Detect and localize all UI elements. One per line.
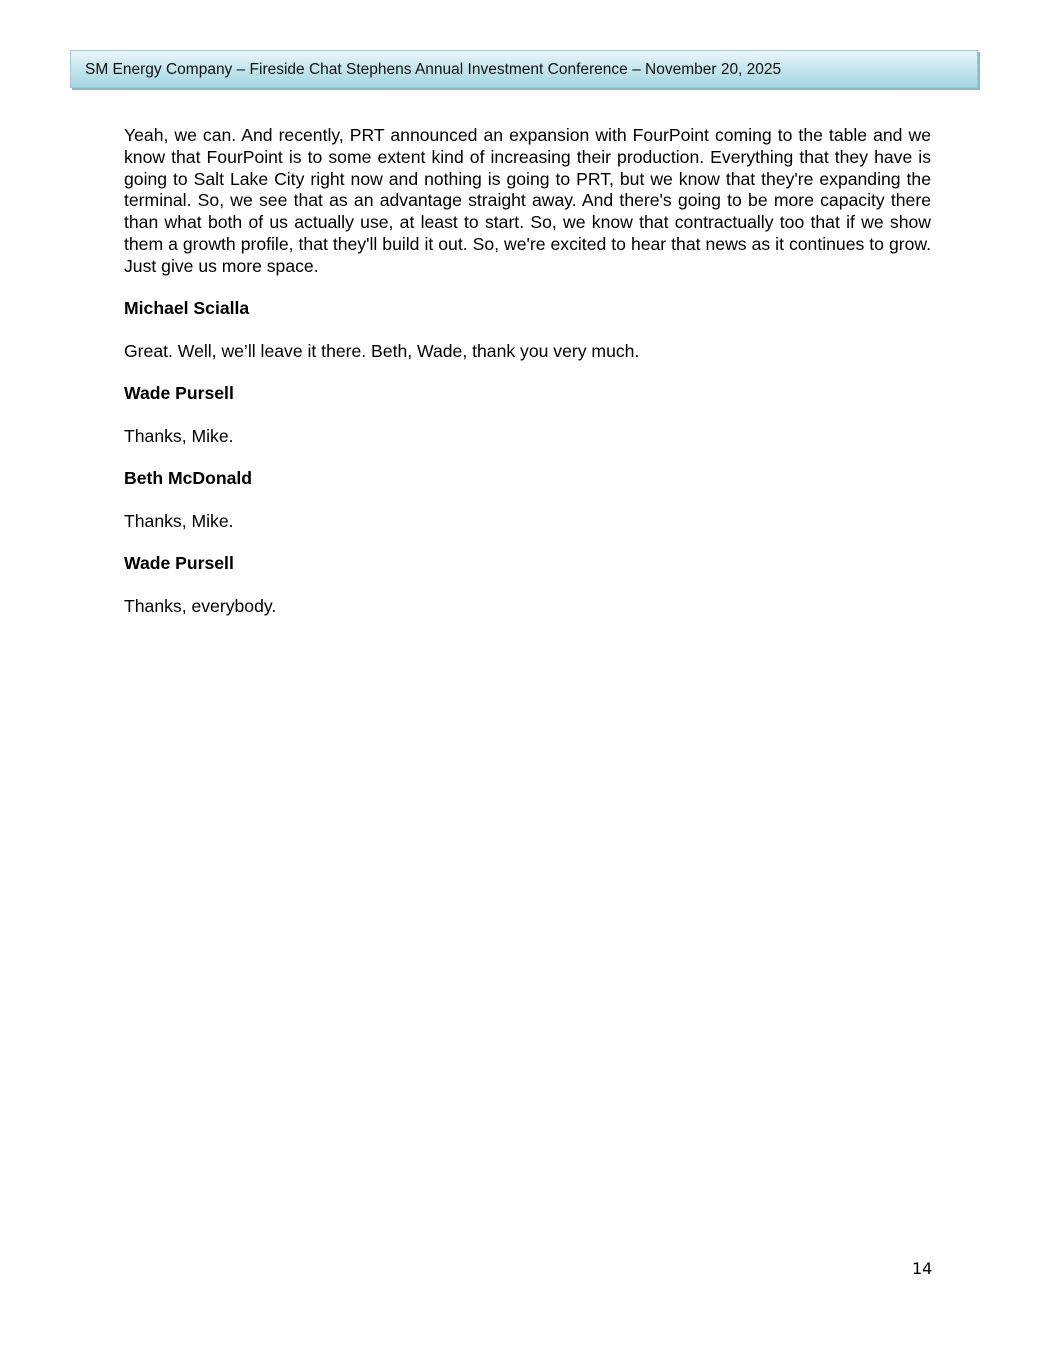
transcript-paragraph: Yeah, we can. And recently, PRT announced an expansion with FourPoint coming to the table and we know that FourPoint is to some extent kind of increasing their production. Everything that they have is going to Salt Lake City right now and nothing is going to PRT, but we know that they're expanding the terminal. So, we see that as an advantage straight away. And there's going to be more capacity there than what both of us actually use, at least to start. So, we know that contractually too that if we show them a growth profile, that they'll build it out. So, we're excited to hear that news as it continues to grow. Just give us more space. — [124, 125, 931, 276]
transcript-paragraph: Thanks, everybody. — [124, 595, 277, 616]
transcript-paragraph: Great. Well, we’ll leave it there. Beth, Wade, thank you very much. — [124, 340, 640, 361]
page-number: 14 — [912, 1259, 933, 1278]
speaker-name: Wade Pursell — [124, 553, 234, 574]
speaker-name: Beth McDonald — [124, 468, 253, 489]
document-header-bar — [70, 50, 978, 88]
transcript-paragraph: Thanks, Mike. — [124, 510, 234, 531]
speaker-name: Wade Pursell — [124, 383, 234, 404]
document-header-title: SM Energy Company – Fireside Chat Stephens Annual Investment Conference – November 20, 2025 — [85, 61, 782, 78]
transcript-body — [124, 125, 931, 638]
speaker-name: Michael Scialla — [124, 298, 250, 319]
transcript-paragraph: Thanks, Mike. — [124, 425, 234, 446]
